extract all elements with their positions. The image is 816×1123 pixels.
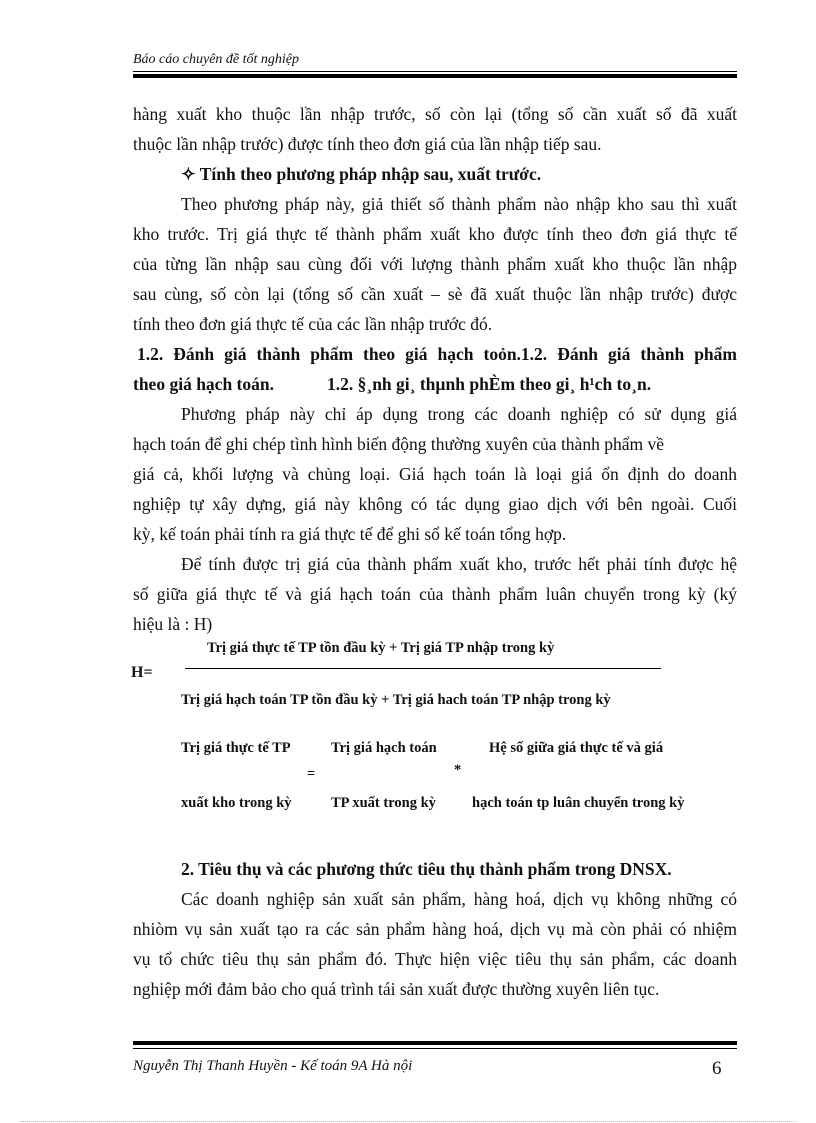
formula-term: Trị giá hạch toán: [331, 740, 437, 756]
paragraph-line: hàng xuất kho thuộc lần nhập trước, số còn lại (tổng số cần xuất số đã xuất: [133, 104, 737, 124]
formula-numerator: Trị giá thực tế TP tồn đầu kỳ + Trị giá TP nhập trong kỳ: [207, 640, 555, 656]
paragraph-line: nhiòm vụ sản xuất tạo ra các sản phẩm hàng hoá, dịch vụ mà còn phải có nhiệm: [133, 919, 737, 939]
footer-rule-thick: [133, 1041, 737, 1045]
page-bottom-dotted-line: [20, 1121, 796, 1122]
diamond-bullet-icon: ✧: [181, 164, 196, 184]
page-header-title: Báo cáo chuyên đề tốt nghiệp: [133, 52, 300, 67]
section-heading: 2. Tiêu thụ và các phương thức tiêu thụ thành phẩm trong DNSX.: [181, 859, 672, 879]
footer-rule-thin: [133, 1048, 737, 1049]
paragraph-line: tính theo đơn giá thực tế của các lần nhập trước đó.: [133, 314, 493, 334]
section-heading: theo giá hạch toán.: [133, 374, 274, 394]
paragraph-line: hiệu là : H): [133, 614, 213, 634]
section-heading-text: Tính theo phương pháp nhập sau, xuất trước.: [199, 164, 542, 184]
paragraph-line: kho trước. Trị giá thực tế thành phẩm xuất kho được tính theo đơn giá thực tế: [133, 224, 737, 244]
paragraph-line: Các doanh nghiệp sản xuất sản phẩm, hàng hoá, dịch vụ không những có: [181, 889, 737, 909]
paragraph-line: hạch toán để ghi chép tình hình biến động thường xuyên của thành phẩm về: [133, 434, 664, 454]
section-heading: 1.2. Đánh giá thành phẩm theo giá hạch toỏn.1.2. Đánh giá thành phẩm: [137, 344, 737, 364]
formula-equals: =: [307, 766, 316, 782]
formula-label: H=: [131, 664, 153, 681]
paragraph-line: kỳ, kế toán phải tính ra giá thực tế để ghi sổ kế toán tổng hợp.: [133, 524, 567, 544]
formula-term: xuất kho trong kỳ: [181, 795, 292, 811]
paragraph-line: Để tính được trị giá của thành phẩm xuất kho, trước hết phải tính được hệ: [181, 554, 737, 574]
page-number: 6: [712, 1058, 722, 1079]
section-heading: [181, 163, 541, 185]
formula-multiply: *: [454, 762, 462, 778]
formula-term: TP xuất trong kỳ: [331, 795, 436, 811]
header-rule-thick: [133, 74, 737, 78]
formula-denominator: Trị giá hạch toán TP tồn đầu kỳ + Trị giá hach toán TP nhập trong kỳ: [181, 692, 611, 708]
header-rule-thin: [133, 71, 737, 72]
formula-term: Hệ số giữa giá thực tế và giá: [489, 740, 664, 756]
fraction-bar: [185, 668, 661, 669]
paragraph-line: Phương pháp này chỉ áp dụng trong các doanh nghiệp có sử dụng giá: [181, 404, 737, 424]
paragraph-line: số giữa giá thực tế và giá hạch toán của thành phẩm luân chuyển trong kỳ (ký: [133, 584, 737, 604]
formula-term: Trị giá thực tế TP: [181, 740, 291, 756]
formula-term: hạch toán tp luân chuyển trong kỳ: [472, 795, 685, 811]
paragraph-line: nghiệp tự xây dựng, giá này không có tác dụng giao dịch với bên ngoài. Cuối: [133, 494, 737, 514]
paragraph-line: thuộc lần nhập trước) được tính theo đơn giá của lần nhập tiếp sau.: [133, 134, 602, 154]
paragraph-line: của từng lần nhập sau cùng đối với lượng thành phẩm xuất kho thuộc lần nhập: [133, 254, 737, 274]
section-heading-garbled: 1.2. §¸nh gi¸ thµnh phÈm theo gi¸ h¹ch to¸n.: [327, 374, 652, 394]
paragraph-line: sau cùng, số còn lại (tổng số cần xuất – sè đã xuất thuộc lần nhập trước) được: [133, 284, 737, 304]
paragraph-line: giá cả, khối lượng và chủng loại. Giá hạch toán là loại giá ổn định do doanh: [133, 464, 737, 484]
paragraph-line: nghiệp mới đảm bảo cho quá trình tái sản xuất được thường xuyên liên tục.: [133, 979, 660, 999]
footer-author: Nguyễn Thị Thanh Huyền - Kế toán 9A Hà nội: [133, 1058, 413, 1074]
paragraph-line: vụ tổ chức tiêu thụ sản phẩm đó. Thực hiện việc tiêu thụ sản phẩm, các doanh: [133, 949, 737, 969]
paragraph-line: Theo phương pháp này, giả thiết số thành phẩm nào nhập kho sau thì xuất: [181, 194, 737, 214]
